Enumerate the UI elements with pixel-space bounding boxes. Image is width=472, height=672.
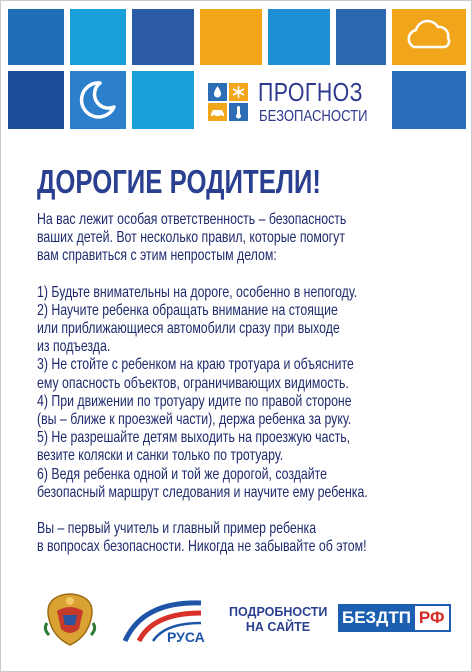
header-tile [392, 9, 466, 65]
header-tile [132, 71, 194, 129]
header-tile [8, 71, 64, 129]
intro-line: ваших детей. Вот несколько правил, которые помогут [37, 229, 345, 247]
site-domain: РФ [415, 604, 451, 632]
car-icon [208, 103, 227, 121]
closing-line: Вы – первый учитель и главный пример ребенка [37, 520, 317, 538]
rule-line: безопасный маршрут следования и научите ему ребенка. [37, 483, 368, 501]
details-text [229, 605, 327, 635]
rule-line: 1) Будьте внимательны на дороге, особенно в непогоду. [37, 283, 358, 301]
thermometer-icon [229, 103, 248, 121]
logo-icons [208, 83, 250, 121]
rule-line: 3) Не стойте с ребенком на краю тротуара и объясните [37, 356, 354, 374]
header-tile [132, 9, 194, 65]
logo-subtitle: БЕЗОПАСНОСТИ [259, 108, 368, 125]
header-tile [70, 9, 126, 65]
drop-icon [208, 83, 227, 101]
rule-line: (вы – ближе к проезжей части), держа ребенка за руку. [37, 411, 352, 429]
traffic-police-emblem-icon [39, 589, 101, 649]
cloud-icon [392, 9, 466, 65]
rule-line: 2) Научите ребенка обращать внимание на стоящие [37, 301, 338, 319]
rule-line: 4) При движении по тротуару идите по правой стороне [37, 392, 352, 410]
rule-line: 5) Не разрешайте детям выходить на проезжую часть, [37, 429, 351, 447]
header-tile [268, 9, 330, 65]
snowflake-icon [229, 83, 248, 101]
details-line: ПОДРОБНОСТИ [229, 605, 328, 619]
intro-line: вам справиться с этим непростым делом: [37, 247, 277, 265]
rule-line: или приближающиеся автомобили сразу при выходе [37, 320, 340, 338]
moon-tile [70, 71, 126, 129]
rule-line: везите коляски и санки только по тротуару. [37, 447, 284, 465]
rusa-logo [123, 597, 205, 645]
rule-line: из подъезда. [37, 338, 111, 356]
header-tile [200, 9, 262, 65]
site-link[interactable] [338, 604, 443, 632]
header-tile [8, 9, 64, 65]
intro-line: На вас лежит особая ответственность – безопасность [37, 211, 347, 228]
rule-line: ему опасность объектов, ограничивающих видимость. [37, 374, 349, 392]
site-name: БЕЗДТП [338, 604, 415, 632]
moon-icon [70, 71, 126, 129]
logo [200, 71, 386, 129]
details-line: НА САЙТЕ [245, 620, 311, 634]
header-tile [336, 9, 386, 65]
closing-line: в вопросах безопасности. Никогда не забывайте об этом! [37, 538, 367, 556]
page-title: ДОРОГИЕ РОДИТЕЛИ! [37, 163, 322, 200]
header-tile [392, 71, 466, 129]
logo-title: ПРОГНОЗ [258, 77, 363, 107]
body-text [37, 211, 443, 556]
rusa-text: РУСА [167, 629, 205, 645]
rule-line: 6) Ведя ребенка одной и той же дорогой, создайте [37, 465, 328, 483]
